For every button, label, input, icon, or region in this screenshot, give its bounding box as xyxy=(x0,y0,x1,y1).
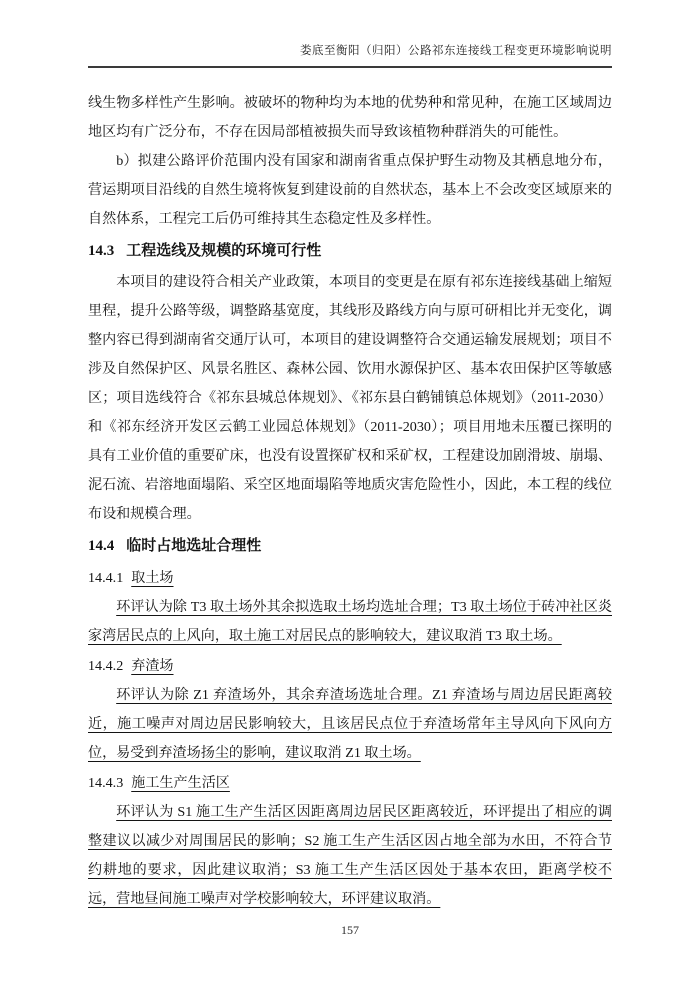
underlined-recommendation-text: 环评认为除 T3 取土场外其余拟选取土场均选址合理；T3 取土场位于砖冲社区炎家湾居民点的上风向，取土施工对居民点的影响较大，建议取消 T3 取土场。 xyxy=(88,599,612,644)
paragraph-14-3: 本项目的建设符合相关产业政策，本项目的变更是在原有祁东连接线基础上缩短里程，提升公路等级，调整路基宽度，其线形及路线方向与原可研相比并无变化，调整内容已得到湖南省交通厅认可，本项目的建设调整符合交通运输发展规划；项目不涉及自然保护区、风景名胜区、森林公园、饮用水源保护区、基本农田保护区等敏感区；项目选线符合《祁东县城总体规划》、《祁东县白鹤铺镇总体规划》（2011-2030）和《祁东经济开发区云鹤工业园总体规划》（2011-2030）；项目用地未压覆已探明的具有工业价值的重要矿床，也没有设置探矿权和采矿权，工程建设加剧滑坡、崩塌、泥石流、岩溶地面塌陷、采空区地面塌陷等地质灾害危险性小，因此，本工程的线位布设和规模合理。 xyxy=(88,274,612,522)
section-heading-14-3 xyxy=(88,236,612,267)
section-heading-14-4 xyxy=(88,531,612,562)
document-body xyxy=(88,89,612,914)
subsection-heading-14-4-1 xyxy=(88,563,612,593)
subsection-number: 14.4.2 xyxy=(88,658,124,674)
running-title: 娄底至衡阳（归阳）公路祁东连接线工程变更环境影响说明 xyxy=(300,45,612,57)
section-title: 临时占地选址合理性 xyxy=(126,538,262,554)
underlined-recommendation-text: 环评认为 S1 施工生产生活区因距离周边居民区距离较近，环评提出了相应的调整建议以减少对周围居民的影响；S2 施工生产生活区因占地全部为水田，不符合节约耕地的要求，因此建议取消；S3 施工生产生活区因处于基本农田，距离学校不远，营地昼间施工噪声对学校影响较大，环评建议取消。 xyxy=(88,804,612,907)
paragraph-biodiversity-continuation: 线生物多样性产生影响。被破坏的物种均为本地的优势种和常见种，在施工区域周边地区均有广泛分布，不存在因局部植被损失而导致该植物种群消失的可能性。 xyxy=(88,95,612,140)
section-number: 14.3 xyxy=(88,243,115,259)
page-header xyxy=(88,44,612,68)
subsection-title: 取土场 xyxy=(131,570,174,586)
underlined-recommendation-text: 环评认为除 Z1 弃渣场外，其余弃渣场选址合理。Z1 弃渣场与周边居民距离较近，施工噪声对周边居民影响较大，且该居民点位于弃渣场常年主导风向下风向方位，易受到弃渣场扬尘的影响，建议取消 Z1 取土场。 xyxy=(88,687,612,761)
paragraph-14-4-3 xyxy=(88,798,612,914)
paragraph-item-b: b）拟建公路评价范围内没有国家和湖南省重点保护野生动物及其栖息地分布，营运期项目沿线的自然生境将恢复到建设前的自然状态，基本上不会改变区域原来的自然体系，工程完工后仍可维持其生态稳定性及多样性。 xyxy=(88,153,612,227)
subsection-number: 14.4.3 xyxy=(88,775,124,791)
section-number: 14.4 xyxy=(88,538,115,554)
section-title: 工程选线及规模的环境可行性 xyxy=(126,243,322,259)
subsection-number: 14.4.1 xyxy=(88,570,124,586)
page-number: 157 xyxy=(341,923,359,937)
paragraph-14-4-1 xyxy=(88,593,612,651)
paragraph-14-4-2 xyxy=(88,681,612,768)
subsection-heading-14-4-3 xyxy=(88,768,612,798)
subsection-title: 弃渣场 xyxy=(131,658,174,674)
subsection-heading-14-4-2 xyxy=(88,651,612,681)
page-footer xyxy=(0,923,700,938)
subsection-title: 施工生产生活区 xyxy=(131,775,230,791)
